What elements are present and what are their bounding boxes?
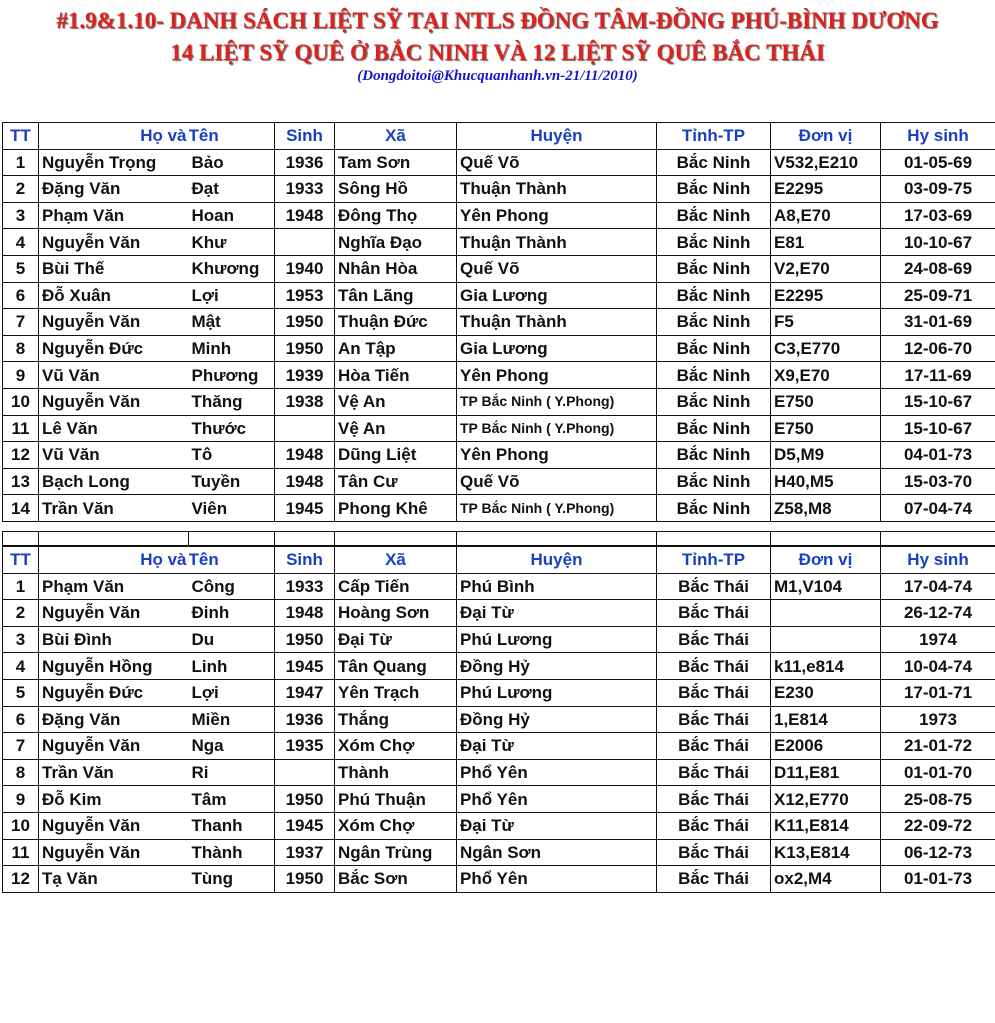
family-name: Nguyễn Văn bbox=[39, 309, 189, 336]
row-number: 12 bbox=[3, 442, 39, 469]
province: Bắc Thái bbox=[657, 600, 771, 627]
province: Bắc Ninh bbox=[657, 309, 771, 336]
family-name: Phạm Văn bbox=[39, 573, 189, 600]
death-date: 10-04-74 bbox=[881, 653, 995, 680]
commune: An Tập bbox=[335, 335, 457, 362]
family-name: Nguyễn Văn bbox=[39, 812, 189, 839]
unit: V532,E210 bbox=[771, 149, 881, 176]
column-header-birth: Sinh bbox=[275, 547, 335, 574]
province: Bắc Thái bbox=[657, 839, 771, 866]
province: Bắc Thái bbox=[657, 653, 771, 680]
given-name: Tùng bbox=[189, 866, 275, 893]
family-name: Tạ Văn bbox=[39, 866, 189, 893]
table-row bbox=[3, 495, 995, 522]
given-name: Thành bbox=[189, 839, 275, 866]
birth-year: 1947 bbox=[275, 679, 335, 706]
birth-year bbox=[275, 759, 335, 786]
unit bbox=[771, 600, 881, 627]
unit: K13,E814 bbox=[771, 839, 881, 866]
unit: E750 bbox=[771, 388, 881, 415]
birth-year bbox=[275, 229, 335, 256]
district: Quế Võ bbox=[457, 468, 657, 495]
birth-year: 1945 bbox=[275, 653, 335, 680]
family-name: Bùi Đình bbox=[39, 626, 189, 653]
unit: ox2,M4 bbox=[771, 866, 881, 893]
table-row bbox=[3, 600, 995, 627]
death-date: 03-09-75 bbox=[881, 176, 995, 203]
given-name: Du bbox=[189, 626, 275, 653]
district: Phổ Yên bbox=[457, 786, 657, 813]
district: Quế Võ bbox=[457, 149, 657, 176]
province: Bắc Ninh bbox=[657, 415, 771, 442]
family-name: Nguyễn Trọng bbox=[39, 149, 189, 176]
family-name: Trần Văn bbox=[39, 759, 189, 786]
table-row bbox=[3, 202, 995, 229]
birth-year: 1948 bbox=[275, 202, 335, 229]
birth-year: 1950 bbox=[275, 786, 335, 813]
given-name: Lợi bbox=[189, 282, 275, 309]
column-header-unit: Đơn vị bbox=[771, 547, 881, 574]
family-name: Đặng Văn bbox=[39, 706, 189, 733]
birth-year: 1940 bbox=[275, 255, 335, 282]
given-name: Ri bbox=[189, 759, 275, 786]
commune: Tân Cư bbox=[335, 468, 457, 495]
province: Bắc Thái bbox=[657, 573, 771, 600]
death-date: 15-10-67 bbox=[881, 415, 995, 442]
unit: H40,M5 bbox=[771, 468, 881, 495]
row-number: 7 bbox=[3, 309, 39, 336]
column-header-commune: Xã bbox=[335, 547, 457, 574]
birth-year: 1933 bbox=[275, 176, 335, 203]
row-number: 8 bbox=[3, 335, 39, 362]
district: Thuận Thành bbox=[457, 309, 657, 336]
birth-year: 1945 bbox=[275, 812, 335, 839]
row-number: 5 bbox=[3, 255, 39, 282]
row-number: 4 bbox=[3, 229, 39, 256]
column-header-birth: Sinh bbox=[275, 123, 335, 150]
unit: V2,E70 bbox=[771, 255, 881, 282]
table-row bbox=[3, 786, 995, 813]
district: Phổ Yên bbox=[457, 759, 657, 786]
district: Đại Từ bbox=[457, 812, 657, 839]
commune: Hòa Tiến bbox=[335, 362, 457, 389]
death-date: 15-10-67 bbox=[881, 388, 995, 415]
unit: F5 bbox=[771, 309, 881, 336]
given-name: Thước bbox=[189, 415, 275, 442]
death-date: 01-01-70 bbox=[881, 759, 995, 786]
unit: E2006 bbox=[771, 733, 881, 760]
family-name: Lê Văn bbox=[39, 415, 189, 442]
table-row bbox=[3, 626, 995, 653]
family-name: Vũ Văn bbox=[39, 362, 189, 389]
province: Bắc Ninh bbox=[657, 362, 771, 389]
family-name: Nguyễn Văn bbox=[39, 839, 189, 866]
table-row bbox=[3, 759, 995, 786]
commune: Nghĩa Đạo bbox=[335, 229, 457, 256]
death-date: 07-04-74 bbox=[881, 495, 995, 522]
table-row bbox=[3, 839, 995, 866]
unit: 1,E814 bbox=[771, 706, 881, 733]
birth-year: 1936 bbox=[275, 706, 335, 733]
death-date: 25-08-75 bbox=[881, 786, 995, 813]
table-row bbox=[3, 415, 995, 442]
unit: E81 bbox=[771, 229, 881, 256]
row-number: 13 bbox=[3, 468, 39, 495]
birth-year: 1950 bbox=[275, 866, 335, 893]
district: Yên Phong bbox=[457, 442, 657, 469]
death-date: 17-11-69 bbox=[881, 362, 995, 389]
table-row bbox=[3, 335, 995, 362]
commune: Tân Quang bbox=[335, 653, 457, 680]
table-row bbox=[3, 468, 995, 495]
row-number: 4 bbox=[3, 653, 39, 680]
district: Thuận Thành bbox=[457, 176, 657, 203]
death-date: 22-09-72 bbox=[881, 812, 995, 839]
given-name: Viên bbox=[189, 495, 275, 522]
province: Bắc Ninh bbox=[657, 388, 771, 415]
death-date: 26-12-74 bbox=[881, 600, 995, 627]
province: Bắc Thái bbox=[657, 786, 771, 813]
column-header-district: Huyện bbox=[457, 123, 657, 150]
district: Phú Lương bbox=[457, 679, 657, 706]
family-name: Trần Văn bbox=[39, 495, 189, 522]
unit: E230 bbox=[771, 679, 881, 706]
table-row bbox=[3, 812, 995, 839]
family-name: Nguyễn Văn bbox=[39, 229, 189, 256]
death-date: 24-08-69 bbox=[881, 255, 995, 282]
province: Bắc Thái bbox=[657, 679, 771, 706]
district: Thuận Thành bbox=[457, 229, 657, 256]
death-date: 01-05-69 bbox=[881, 149, 995, 176]
birth-year: 1950 bbox=[275, 626, 335, 653]
commune: Nhân Hòa bbox=[335, 255, 457, 282]
unit: X9,E70 bbox=[771, 362, 881, 389]
bac-thai-martyrs-table bbox=[2, 546, 995, 893]
death-date: 01-01-73 bbox=[881, 866, 995, 893]
death-date: 1974 bbox=[881, 626, 995, 653]
birth-year: 1953 bbox=[275, 282, 335, 309]
district: Đồng Hỷ bbox=[457, 653, 657, 680]
birth-year: 1948 bbox=[275, 442, 335, 469]
district: Đại Từ bbox=[457, 733, 657, 760]
commune: Ngân Trùng bbox=[335, 839, 457, 866]
unit: E750 bbox=[771, 415, 881, 442]
row-number: 6 bbox=[3, 706, 39, 733]
row-number: 9 bbox=[3, 362, 39, 389]
table-row bbox=[3, 149, 995, 176]
death-date: 17-01-71 bbox=[881, 679, 995, 706]
given-name: Nga bbox=[189, 733, 275, 760]
column-header-unit: Đơn vị bbox=[771, 123, 881, 150]
district: TP Bắc Ninh ( Y.Phong) bbox=[457, 388, 657, 415]
row-number: 1 bbox=[3, 149, 39, 176]
province: Bắc Ninh bbox=[657, 176, 771, 203]
birth-year: 1948 bbox=[275, 468, 335, 495]
given-name: Minh bbox=[189, 335, 275, 362]
district: Yên Phong bbox=[457, 202, 657, 229]
province: Bắc Ninh bbox=[657, 442, 771, 469]
family-name: Bạch Long bbox=[39, 468, 189, 495]
given-name: Hoan bbox=[189, 202, 275, 229]
column-header-province: Tỉnh-TP bbox=[657, 547, 771, 574]
commune: Vệ An bbox=[335, 415, 457, 442]
birth-year: 1945 bbox=[275, 495, 335, 522]
column-header-province: Tỉnh-TP bbox=[657, 123, 771, 150]
district: Phú Lương bbox=[457, 626, 657, 653]
family-name: Đỗ Kim bbox=[39, 786, 189, 813]
row-number: 1 bbox=[3, 573, 39, 600]
death-date: 21-01-72 bbox=[881, 733, 995, 760]
table-header-row bbox=[3, 123, 995, 150]
district: Phổ Yên bbox=[457, 866, 657, 893]
unit bbox=[771, 626, 881, 653]
commune: Đại Từ bbox=[335, 626, 457, 653]
death-date: 04-01-73 bbox=[881, 442, 995, 469]
province: Bắc Thái bbox=[657, 812, 771, 839]
family-name: Đỗ Xuân bbox=[39, 282, 189, 309]
column-header-district: Huyện bbox=[457, 547, 657, 574]
row-number: 6 bbox=[3, 282, 39, 309]
source-credit: (Dongdoitoi@Khucquanhanh.vn-21/11/2010) bbox=[357, 68, 638, 84]
table-row bbox=[3, 442, 995, 469]
province: Bắc Ninh bbox=[657, 255, 771, 282]
given-name: Bảo bbox=[189, 149, 275, 176]
unit: K11,E814 bbox=[771, 812, 881, 839]
given-name: Khương bbox=[189, 255, 275, 282]
table-row bbox=[3, 866, 995, 893]
column-header-death: Hy sinh bbox=[881, 123, 995, 150]
column-header-commune: Xã bbox=[335, 123, 457, 150]
province: Bắc Thái bbox=[657, 733, 771, 760]
province: Bắc Ninh bbox=[657, 468, 771, 495]
commune: Thuận Đức bbox=[335, 309, 457, 336]
province: Bắc Ninh bbox=[657, 335, 771, 362]
unit: M1,V104 bbox=[771, 573, 881, 600]
row-number: 8 bbox=[3, 759, 39, 786]
district: Ngân Sơn bbox=[457, 839, 657, 866]
birth-year: 1938 bbox=[275, 388, 335, 415]
province: Bắc Ninh bbox=[657, 495, 771, 522]
death-date: 15-03-70 bbox=[881, 468, 995, 495]
death-date: 10-10-67 bbox=[881, 229, 995, 256]
commune: Phong Khê bbox=[335, 495, 457, 522]
family-name: Nguyễn Hồng bbox=[39, 653, 189, 680]
row-number: 3 bbox=[3, 202, 39, 229]
district: Đại Từ bbox=[457, 600, 657, 627]
column-header-tt: TT bbox=[3, 123, 39, 150]
column-header-given-name: Tên bbox=[189, 547, 275, 574]
commune: Tam Sơn bbox=[335, 149, 457, 176]
given-name: Miền bbox=[189, 706, 275, 733]
birth-year: 1950 bbox=[275, 335, 335, 362]
commune: Thắng bbox=[335, 706, 457, 733]
district: Đồng Hỷ bbox=[457, 706, 657, 733]
district: TP Bắc Ninh ( Y.Phong) bbox=[457, 415, 657, 442]
commune: Yên Trạch bbox=[335, 679, 457, 706]
given-name: Tô bbox=[189, 442, 275, 469]
table-row bbox=[3, 706, 995, 733]
commune: Đông Thọ bbox=[335, 202, 457, 229]
row-number: 7 bbox=[3, 733, 39, 760]
table-row bbox=[3, 282, 995, 309]
column-header-tt: TT bbox=[3, 547, 39, 574]
commune: Tân Lãng bbox=[335, 282, 457, 309]
row-number: 14 bbox=[3, 495, 39, 522]
birth-year: 1948 bbox=[275, 600, 335, 627]
column-header-death: Hy sinh bbox=[881, 547, 995, 574]
given-name: Phương bbox=[189, 362, 275, 389]
given-name: Linh bbox=[189, 653, 275, 680]
given-name: Đạt bbox=[189, 176, 275, 203]
table-separator bbox=[2, 531, 995, 546]
table-row bbox=[3, 573, 995, 600]
given-name: Lợi bbox=[189, 679, 275, 706]
given-name: Tâm bbox=[189, 786, 275, 813]
unit: X12,E770 bbox=[771, 786, 881, 813]
table-row bbox=[3, 733, 995, 760]
birth-year: 1950 bbox=[275, 309, 335, 336]
table-row bbox=[3, 176, 995, 203]
given-name: Đinh bbox=[189, 600, 275, 627]
row-number: 2 bbox=[3, 176, 39, 203]
province: Bắc Ninh bbox=[657, 202, 771, 229]
birth-year bbox=[275, 415, 335, 442]
unit: E2295 bbox=[771, 176, 881, 203]
given-name: Thanh bbox=[189, 812, 275, 839]
given-name: Công bbox=[189, 573, 275, 600]
province: Bắc Thái bbox=[657, 866, 771, 893]
province: Bắc Thái bbox=[657, 759, 771, 786]
death-date: 12-06-70 bbox=[881, 335, 995, 362]
column-header-name: Họ và bbox=[39, 547, 189, 574]
birth-year: 1933 bbox=[275, 573, 335, 600]
row-number: 10 bbox=[3, 388, 39, 415]
death-date: 31-01-69 bbox=[881, 309, 995, 336]
family-name: Nguyễn Đức bbox=[39, 335, 189, 362]
birth-year: 1935 bbox=[275, 733, 335, 760]
unit: C3,E770 bbox=[771, 335, 881, 362]
bac-ninh-martyrs-table bbox=[2, 122, 995, 522]
province: Bắc Ninh bbox=[657, 282, 771, 309]
birth-year: 1937 bbox=[275, 839, 335, 866]
district: Yên Phong bbox=[457, 362, 657, 389]
table-row bbox=[3, 309, 995, 336]
commune: Sông Hồ bbox=[335, 176, 457, 203]
province: Bắc Thái bbox=[657, 706, 771, 733]
family-name: Bùi Thế bbox=[39, 255, 189, 282]
family-name: Nguyễn Đức bbox=[39, 679, 189, 706]
table-row bbox=[3, 229, 995, 256]
column-header-given-name: Tên bbox=[189, 123, 275, 150]
commune: Xóm Chợ bbox=[335, 733, 457, 760]
death-date: 25-09-71 bbox=[881, 282, 995, 309]
given-name: Thăng bbox=[189, 388, 275, 415]
district: Gia Lương bbox=[457, 335, 657, 362]
death-date: 06-12-73 bbox=[881, 839, 995, 866]
commune: Cấp Tiến bbox=[335, 573, 457, 600]
given-name: Khư bbox=[189, 229, 275, 256]
row-number: 10 bbox=[3, 812, 39, 839]
birth-year: 1939 bbox=[275, 362, 335, 389]
province: Bắc Ninh bbox=[657, 149, 771, 176]
province: Bắc Ninh bbox=[657, 229, 771, 256]
family-name: Nguyễn Văn bbox=[39, 733, 189, 760]
given-name: Mật bbox=[189, 309, 275, 336]
unit: D11,E81 bbox=[771, 759, 881, 786]
column-header-name: Họ và bbox=[39, 123, 189, 150]
unit: k11,e814 bbox=[771, 653, 881, 680]
row-number: 11 bbox=[3, 839, 39, 866]
province: Bắc Thái bbox=[657, 626, 771, 653]
district: TP Bắc Ninh ( Y.Phong) bbox=[457, 495, 657, 522]
commune: Vệ An bbox=[335, 388, 457, 415]
district: Quế Võ bbox=[457, 255, 657, 282]
unit: E2295 bbox=[771, 282, 881, 309]
family-name: Nguyễn Văn bbox=[39, 388, 189, 415]
table-row bbox=[3, 653, 995, 680]
row-number: 3 bbox=[3, 626, 39, 653]
family-name: Phạm Văn bbox=[39, 202, 189, 229]
commune: Hoàng Sơn bbox=[335, 600, 457, 627]
unit: Z58,M8 bbox=[771, 495, 881, 522]
row-number: 5 bbox=[3, 679, 39, 706]
table-row bbox=[3, 255, 995, 282]
table-header-row bbox=[3, 547, 995, 574]
district: Gia Lương bbox=[457, 282, 657, 309]
row-number: 11 bbox=[3, 415, 39, 442]
row-number: 2 bbox=[3, 600, 39, 627]
death-date: 17-04-74 bbox=[881, 573, 995, 600]
document-subtitle: 14 LIỆT SỸ QUÊ Ở BẮC NINH VÀ 12 LIỆT SỸ QUÊ BẮC THÁI bbox=[170, 40, 825, 65]
table-row bbox=[3, 362, 995, 389]
family-name: Đặng Văn bbox=[39, 176, 189, 203]
table-row bbox=[3, 388, 995, 415]
district: Phú Bình bbox=[457, 573, 657, 600]
commune: Dũng Liệt bbox=[335, 442, 457, 469]
commune: Phú Thuận bbox=[335, 786, 457, 813]
death-date: 17-03-69 bbox=[881, 202, 995, 229]
row-number: 9 bbox=[3, 786, 39, 813]
unit: D5,M9 bbox=[771, 442, 881, 469]
row-number: 12 bbox=[3, 866, 39, 893]
family-name: Vũ Văn bbox=[39, 442, 189, 469]
given-name: Tuyền bbox=[189, 468, 275, 495]
commune: Bắc Sơn bbox=[335, 866, 457, 893]
document-title: #1.9&1.10- DANH SÁCH LIỆT SỸ TẠI NTLS ĐỒNG TÂM-ĐỒNG PHÚ-BÌNH DƯƠNG bbox=[56, 8, 939, 33]
unit: A8,E70 bbox=[771, 202, 881, 229]
family-name: Nguyễn Văn bbox=[39, 600, 189, 627]
birth-year: 1936 bbox=[275, 149, 335, 176]
table-row bbox=[3, 679, 995, 706]
commune: Xóm Chợ bbox=[335, 812, 457, 839]
death-date: 1973 bbox=[881, 706, 995, 733]
commune: Thành bbox=[335, 759, 457, 786]
